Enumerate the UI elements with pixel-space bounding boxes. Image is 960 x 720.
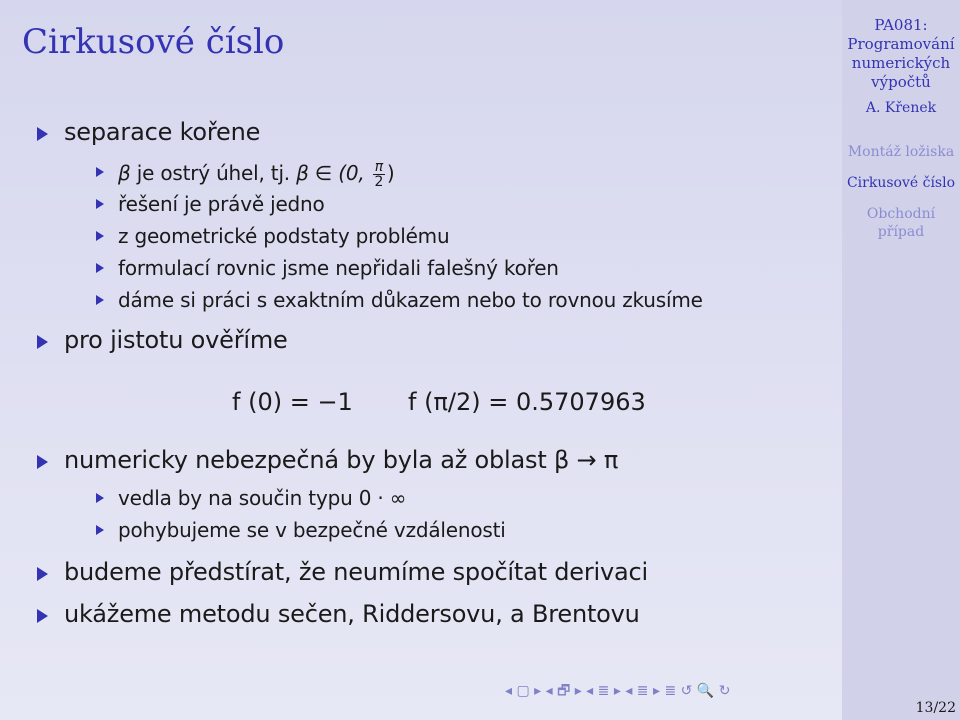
list-item (64, 600, 640, 628)
sub-list-item (118, 256, 559, 280)
sub-list-item (118, 486, 406, 510)
list-item-text: numericky nebezpečná by byla až oblast β → π (64, 446, 619, 474)
list-item-text: ukážeme metodu sečen, Riddersovu, a Brentovu (64, 600, 640, 628)
list-item-text: budeme předstírat, že neumíme spočítat derivaci (64, 558, 648, 586)
list-item-text: separace kořene (64, 118, 261, 146)
bullet-icon (96, 525, 104, 535)
math-expr: β ∈ (0, (296, 161, 365, 185)
sub-item-text: je ostrý úhel, tj. (130, 161, 297, 185)
list-item (64, 558, 648, 586)
page-title: Cirkusové číslo (22, 22, 285, 62)
bullet-icon (96, 231, 104, 241)
math-close: ) (386, 161, 395, 185)
list-item (64, 446, 618, 474)
sidebar-item-obchodni[interactable]: Obchodní případ (866, 206, 936, 240)
sub-list-item (118, 160, 395, 189)
author: A. Křenek (865, 100, 937, 116)
course-title: PA081: Programování numerických výpočtů (847, 16, 955, 91)
bullet-icon (96, 493, 104, 503)
list-item (64, 118, 260, 146)
sub-item-text: pohybujeme se v bezpečné vzdálenosti (118, 518, 506, 542)
sidebar-item-montaz[interactable]: Montáž ložiska (847, 144, 955, 160)
page-number: 13/22 (915, 700, 956, 716)
sub-list-item (118, 224, 449, 248)
equation-right: f (π/2) = 0.5707963 (408, 388, 646, 416)
math-beta: β (118, 161, 131, 185)
sub-item-text: vedla by na součin typu 0 · ∞ (118, 486, 407, 510)
bullet-icon (37, 127, 48, 141)
bullet-icon (37, 609, 48, 623)
sub-item-text: z geometrické podstaty problému (118, 224, 450, 248)
bullet-icon (96, 167, 104, 177)
sub-list-item (118, 288, 703, 312)
bullet-icon (96, 199, 104, 209)
bullet-icon (37, 335, 48, 349)
list-item-text: pro jistotu ověříme (64, 326, 288, 354)
sub-item-text: formulací rovnic jsme nepřidali falešný kořen (118, 256, 559, 280)
list-item (64, 326, 288, 354)
bullet-icon (37, 567, 48, 581)
beamer-navigation[interactable]: ◂ ▢ ▸ ◂ 🗗 ▸ ◂ ≣ ▸ ◂ ≣ ▸ ≣ ↺ 🔍 ↻ (505, 683, 731, 699)
bullet-icon (37, 455, 48, 469)
bullet-icon (96, 263, 104, 273)
fraction: $\frac{\pi}{2}$ (374, 159, 384, 190)
sidebar-item-cirkusove[interactable]: Cirkusové číslo (846, 175, 956, 191)
sub-item-text: dáme si práci s exaktním důkazem nebo to rovnou zkusíme (118, 288, 703, 312)
sub-item-text: řešení je právě jedno (118, 192, 325, 216)
sub-list-item (118, 518, 506, 542)
bullet-icon (96, 295, 104, 305)
equation-left: f (0) = −1 (232, 388, 353, 416)
sidebar (842, 0, 960, 720)
sub-list-item (118, 192, 325, 216)
